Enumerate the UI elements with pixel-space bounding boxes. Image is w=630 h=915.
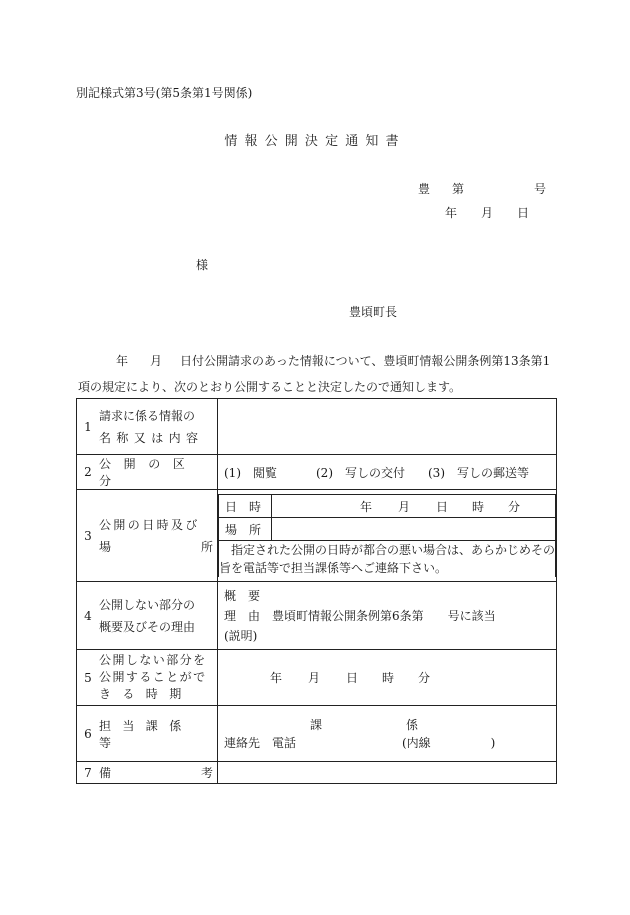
contact-phone-label: 連絡先 電話: [224, 735, 297, 750]
label-line: 公開することがで: [99, 670, 207, 684]
row-number: 3: [77, 490, 100, 582]
nondisclosure-reason-cell[interactable]: [218, 582, 557, 650]
contact-cell[interactable]: [218, 706, 557, 762]
form-number: 別記様式第3号(第5条第1号関係): [76, 86, 253, 100]
option-copy-mail[interactable]: (3) 写しの郵送等: [428, 465, 529, 480]
place-field[interactable]: [272, 518, 556, 541]
row-label: [99, 490, 218, 582]
datetime-field[interactable]: 年 月 日 時 分: [272, 495, 556, 518]
schedule-note: 指定された公開の日時が都合の悪い場合は、あらかじめその旨を電話等で担当課係等へご連絡下さい。: [219, 541, 556, 578]
place-key: 場 所: [219, 518, 272, 541]
label-line: 担当課係等: [99, 718, 193, 750]
label-line: 公開しない部分の: [99, 597, 196, 612]
notice-form-table: [76, 398, 557, 784]
date-year: 年: [445, 206, 458, 220]
info-name-field[interactable]: [218, 399, 557, 455]
option-view[interactable]: (1) 閲覧: [224, 465, 277, 480]
row-number: 1: [77, 399, 100, 455]
body-line-2: 項の規定により、次のとおり公開することと決定したので通知します。: [78, 380, 462, 394]
reference-number: [418, 180, 546, 197]
reason-line: 理 由 豊頃町情報公開条例第6条第 号に該当: [224, 608, 496, 623]
table-row: [77, 490, 557, 582]
notice-body: [78, 348, 560, 400]
label-line: 公開しない部分を: [99, 653, 207, 667]
row-label: [99, 650, 218, 706]
row-label: [99, 762, 218, 784]
date-month: 月: [481, 206, 494, 220]
row-number: 2: [77, 455, 100, 490]
datetime-place-cell: [218, 490, 557, 582]
body-line-1: 年 月 日付公開請求のあった情報について、豊頃町情報公開条例第13条第1: [116, 354, 551, 368]
row-number: 6: [77, 706, 100, 762]
ref-go: 号: [534, 182, 547, 196]
row-label: [99, 706, 218, 762]
option-copy-delivery[interactable]: (2) 写しの交付: [316, 465, 405, 480]
section-label: 課: [310, 717, 323, 732]
disclosure-type-options: [218, 455, 557, 490]
row-number: 5: [77, 650, 100, 706]
summary-line: 概 要: [224, 588, 261, 603]
table-row: [77, 762, 557, 784]
issuer: 豊頃町長: [349, 305, 398, 319]
label-line: 備 考: [99, 766, 213, 780]
extension-label: (内線 ): [402, 735, 496, 750]
label-line: きる時期: [99, 687, 193, 701]
label-line: 公開の区分: [99, 457, 198, 488]
issue-date: [445, 204, 529, 221]
row-number: 4: [77, 582, 100, 650]
label-line: 名称又は内容: [99, 430, 204, 445]
table-row: [77, 582, 557, 650]
table-row: [77, 399, 557, 455]
ref-dai: 第: [452, 182, 465, 196]
ref-prefix: 豊: [418, 182, 431, 196]
table-row: [77, 455, 557, 490]
row-label: [99, 455, 218, 490]
staff-label: 係: [406, 717, 419, 732]
label-line: 公開の日時及び: [99, 517, 200, 532]
datetime-key: 日 時: [219, 495, 272, 518]
disclosable-time-field[interactable]: 年 月 日 時 分: [218, 650, 557, 706]
label-line: 場 所: [99, 539, 213, 554]
date-day: 日: [517, 206, 530, 220]
label-line: 請求に係る情報の: [99, 408, 196, 423]
document-title: 情報公開決定通知書: [224, 134, 406, 149]
row-label: [99, 582, 218, 650]
table-row: [77, 706, 557, 762]
explanation-line: (説明): [224, 628, 258, 643]
row-label: [99, 399, 218, 455]
remarks-field[interactable]: [218, 762, 557, 784]
addressee: 様: [196, 258, 209, 272]
table-row: [77, 650, 557, 706]
row-number: 7: [77, 762, 100, 784]
label-line: 概要及びその理由: [99, 619, 196, 634]
